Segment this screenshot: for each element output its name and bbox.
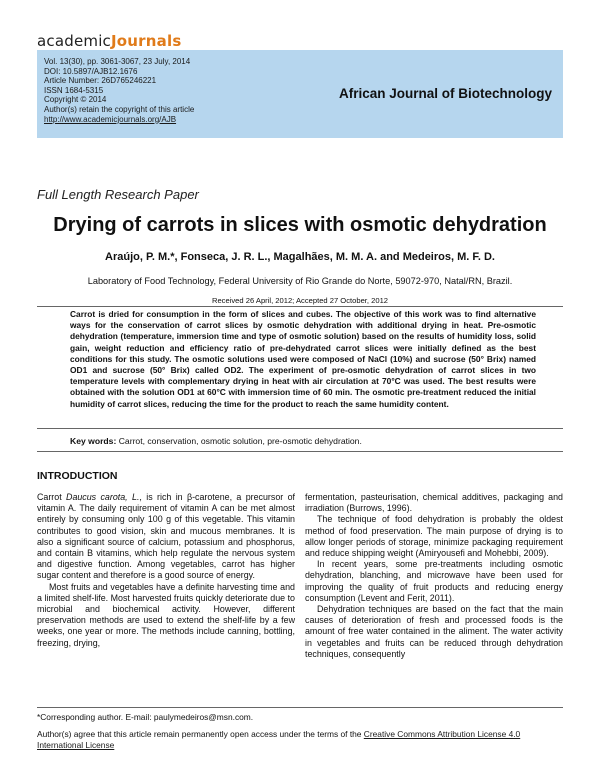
journal-name: African Journal of Biotechnology: [338, 86, 552, 101]
meta-volume: Vol. 13(30), pp. 3061-3067, 23 July, 2014: [44, 57, 191, 66]
text-run: , is rich in β-carotene, a precursor of vitamin A. The daily requirement of vitamin A can be met almost entirely by consuming only 100 g of this vegetable. This vitamin contributes to good vision, skin and mucous membranes. It is also a significant source of calcium, potassium and phosphorus, and contain B vitamins, which help regulate the nervous system and digestive function. Among vegetables, carrot has higher sugar content and therefore is a good source of energy.: [37, 492, 295, 581]
keywords-rule: [37, 451, 563, 452]
paragraph: Most fruits and vegetables have a definite harvesting time and a limited shelf-life. Most harvested fruits quickly deteriorate due to microbial and biochemical activity. However, different preservation methods are used to extend the shelf-life by a few weeks, one year or more. The methods include canning, bottling, freezing, drying,: [37, 581, 295, 648]
publisher-logo: [37, 32, 181, 50]
corresponding-author: *Corresponding author. E-mail: paulymedeiros@msn.com.: [37, 712, 254, 722]
journal-url-link[interactable]: http://www.academicjournals.org/AJB: [44, 114, 177, 124]
paragraph: [37, 492, 295, 582]
paragraph: fermentation, pasteurisation, chemical additives, packaging and irradiation (Burrows, 1996).: [305, 492, 563, 514]
paragraph: In recent years, some pre-treatments including osmotic dehydration, blanching, and microwave have been used for improving the quality of fruit products and reducing energy consumption (Levent and Ferit, 2011).: [305, 559, 563, 603]
logo-text-academic: academic: [37, 32, 112, 50]
license-note: [37, 729, 563, 751]
abstract-top-rule: [37, 306, 563, 307]
section-heading-introduction: INTRODUCTION: [37, 470, 118, 482]
abstract-text: Carrot is dried for consumption in the form of slices and cubes. The objective of this work was to find alternative ways for the conservation of carrot slices by osmotic dehydration with additional drying in heat. Pre-osmotic dehydration (temperature, immersion time and type of osmotic solution) based on the results of humidity loss, solid gain, weight reduction and efficiency ratio of pre-dehydrated carrot slices were initially defined as the best conditions for this study. The osmotic solutions used were composed of NaCl (10%) and sucrose (50° Brix) named OD1 and sucrose (50° Brix) called OD2. The experiment of pre-osmotic dehydration of carrot slices in two temperature levels with complementary drying in heat with air circulation at 70°C was used. The best results were obtained with the solution OD1 at 60°C with immersion time of 60 min. The osmotic pre-treatment reduced the initial humidity of carrot slices, reducing the time for the product to reach the same humidity content.: [70, 309, 536, 409]
text-run: Carrot: [37, 492, 67, 502]
meta-issn: ISSN 1684-5315: [44, 85, 104, 95]
meta-doi: DOI: 10.5897/AJB12.1676: [44, 66, 138, 76]
abstract-bottom-rule: [37, 428, 563, 429]
author-list: Araújo, P. M.*, Fonseca, J. R. L., Magalhães, M. M. A. and Medeiros, M. F. D.: [105, 251, 495, 263]
meta-copyright: Copyright © 2014: [44, 95, 107, 105]
paper-type: Full Length Research Paper: [37, 187, 199, 202]
keywords: [70, 436, 536, 446]
footnote-rule: [37, 707, 563, 708]
meta-rights: Author(s) retain the copyright of this article: [44, 104, 195, 114]
meta-article-number: Article Number: 26D765246221: [44, 76, 157, 86]
logo-text-journals: Journals: [111, 32, 182, 50]
keywords-list: Carrot, conservation, osmotic solution, pre-osmotic dehydration.: [118, 436, 362, 446]
article-title: Drying of carrots in slices with osmotic dehydration: [53, 214, 547, 236]
license-text: Author(s) agree that this article remain permanently open access under the terms of the: [37, 729, 364, 739]
body-column-right: [305, 492, 563, 660]
body-column-left: [37, 492, 295, 649]
species-name: Daucus carota, L.: [66, 492, 140, 502]
article-metadata: [44, 57, 194, 124]
paragraph: The technique of food dehydration is probably the oldest method of food preservation. The main purpose of drying is to allow longer periods of storage, minimize packaging requirement and reduce shipping weight (Amiryousefi and Mohebbi, 2009).: [305, 514, 563, 559]
keywords-label: Key words:: [70, 436, 117, 446]
received-dates: Received 26 April, 2012; Accepted 27 October, 2012: [211, 296, 389, 305]
affiliation: Laboratory of Food Technology, Federal University of Rio Grande do Norte, 59072-970, Natal/RN, Brazil.: [87, 276, 513, 286]
footnotes: [37, 712, 563, 751]
license-link[interactable]: Creative Commons Attribution License 4.0 International License: [37, 729, 521, 750]
paragraph: Dehydration techniques are based on the fact that the main causes of deterioration of fresh and processed foods is the amount of free water contained in the aliment. The water activity in vegetables and fruits can be reduced through dehydration techniques, consequently: [305, 604, 563, 659]
